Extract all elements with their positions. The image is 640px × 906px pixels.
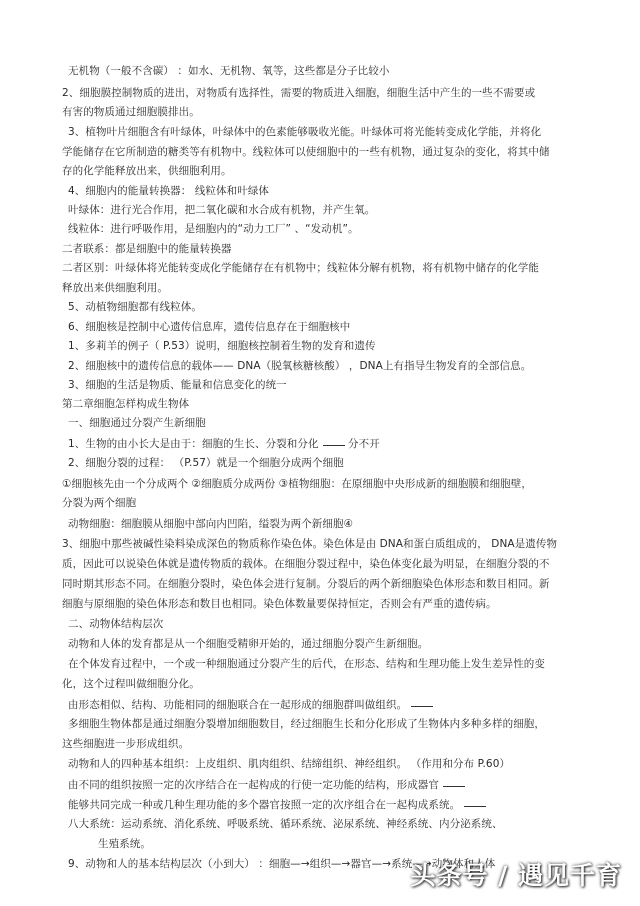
text-line: 存的化学能释放出来，供细胞利用。	[62, 165, 232, 177]
text-line: 5、动植物细胞都有线粒体。	[68, 301, 202, 313]
text-line: 化，这个过程叫做细胞分化。	[62, 678, 200, 690]
text-line: 2、细胞核中的遗传信息的载体—— DNA（脱氧核糖核酸） ，DNA上有指导生物发育的全部信息。	[68, 360, 532, 372]
text-line: 动物和人体的发育都是从一个细胞受精卵开始的，通过细胞分裂产生新细胞。	[68, 638, 429, 650]
text-line: 3、细胞中那些被碱性染料染成深色的物质称作染色体。染色体是由 DNA和蛋白质组成的， DNA是遗传物	[62, 538, 558, 550]
text-line: 2、细胞膜控制物质的进出，对物质有选择性，需要的物质进入细胞，细胞生活中产生的一些不需要或	[62, 87, 536, 99]
text-line: 能够共同完成一种或几种生理功能的多个器官按照一定的次序组合在一起构成系统。	[68, 797, 486, 812]
chapter-heading: 第二章细胞怎样构成生物体	[62, 398, 190, 410]
text-line: 6、细胞核是控制中心遗传信息库，遗传信息存在于细胞核中	[68, 321, 351, 333]
text-line: 由形态相似、结构、功能相同的细胞联合在一起形成的细胞群叫做组织。	[68, 697, 433, 712]
section-heading: 一、细胞通过分裂产生新细胞	[68, 417, 206, 429]
text-line: 二者区别：叶绿体将光能转变成化学能储存在有机物中；线粒体分解有机物，将有机物中储存的化学能	[62, 262, 539, 274]
text-line: 3、植物叶片细胞含有叶绿体，叶绿体中的色素能够吸收光能。叶绿体可将光能转变成化学能，并将化	[68, 126, 542, 138]
text-line: 3、细胞的生活是物质、能量和信息变化的统一	[68, 379, 287, 391]
text-line: 1、生物的由小长大是由于：细胞的生长、分裂和分化 分不开	[68, 438, 380, 450]
watermark: 头条号 / 遇见千育	[410, 861, 622, 890]
text-line: 由不同的组织按照一定的次序结合在一起构成的行使一定功能的结构，形成器官	[68, 777, 465, 792]
text-line: 多细胞生物体都是通过细胞分裂增加细胞数目，经过细胞生长和分化形成了生物体内多种多样的细胞，	[68, 718, 545, 730]
text-line: 4、细胞内的能量转换器： 线粒体和叶绿体	[68, 185, 270, 197]
text-line: 动物细胞：细胞膜从细胞中部向内凹陷，缢裂为两个新细胞④	[68, 518, 354, 530]
text-line: 9、动物和人的基本结构层次（小到大） ：细胞—→组织—→器官—→系统—→动物体和人体	[68, 858, 496, 870]
text-line: 释放出来供细胞利用。	[62, 282, 168, 294]
text-line: 同时期其形态不同。在细胞分裂时，染色体会进行复制。分裂后的两个新细胞染色体形态和数目相同。新	[62, 578, 550, 590]
text-line: 在个体发育过程中，一个或一种细胞通过分裂产生的后代，在形态、结构和生理功能上发生差异性的变	[68, 658, 545, 670]
section-heading: 二、动物体结构层次	[68, 618, 164, 630]
text-line: 动物和人的四种基本组织：上皮组织、肌肉组织、结缔组织、神经组织。 （作用和分布 P.60）	[68, 758, 511, 770]
text-line: 质，因此可以说染色体就是遗传物质的载体。在细胞分裂过程中，染色体变化最为明显，在细胞分裂的不	[62, 558, 550, 570]
text-line: 生殖系统。	[98, 838, 151, 850]
text-line: 有害的物质通过细胞膜排出。	[62, 106, 200, 118]
text-line: 细胞与原细胞的染色体形态和数目也相同。染色体数量要保持恒定，否则会有严重的遗传病。	[62, 598, 497, 610]
text-line: 学能储存在它所制造的糖类等有机物中。线粒体可以使细胞中的一些有机物，通过复杂的变化，将其中储	[62, 146, 550, 158]
text-line: 2、细胞分裂的过程： （P.57）就是一个细胞分成两个细胞	[68, 457, 344, 469]
text-line: 二者联系：都是细胞中的能量转换器	[62, 243, 232, 255]
text-line: 这些细胞进一步形成组织。	[62, 738, 190, 750]
text-line: ①细胞核先由一个分成两个 ②细胞质分成两份 ③植物细胞：在原细胞中央形成新的细胞膜和细胞壁，	[62, 478, 533, 490]
text-line: 线粒体：进行呼吸作用，是细胞内的“动力工厂” 、“发动机”。	[68, 223, 359, 235]
text-line: 无机物（一般不含碳） ：如水、无机物、氧等，这些都是分子比较小	[68, 65, 390, 77]
text-line: 分裂为两个细胞	[62, 497, 137, 509]
text-line: 八大系统：运动系统、消化系统、呼吸系统、循环系统、泌尿系统、神经系统、内分泌系统、	[68, 818, 503, 830]
text-line: 叶绿体：进行光合作用，把二氧化碳和水合成有机物，并产生氧。	[68, 204, 376, 216]
text-line: 1、多莉羊的例子（ P.53）说明，细胞核控制着生物的发育和遗传	[68, 340, 376, 352]
